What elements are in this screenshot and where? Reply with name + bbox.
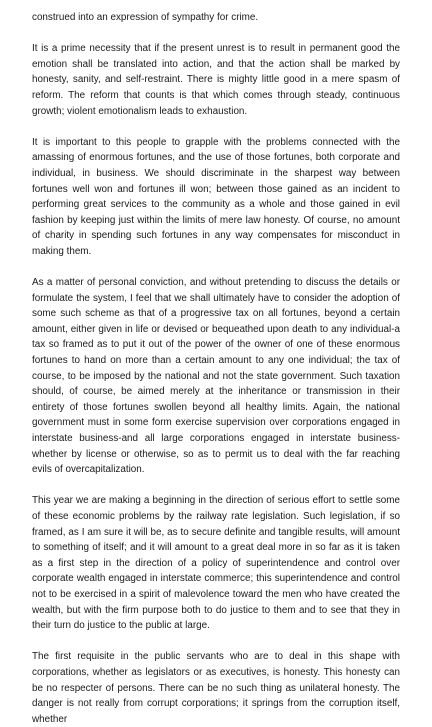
paragraph-1: construed into an expression of sympathy for crime. [32, 12, 259, 23]
paragraph-5: This year we are making a beginning in the direction of serious effort to settle some of these economic problems by the railway rate legislation. Such legislation, if so framed, as I am sure it will be, as to secure definite and tangible results, will amount to something of itself; and it will amount to a great deal more in so far as it is taken as a first step in the direction of a policy of superintendence and control over corporate wealth engaged in interstate commerce; this superintendence and control not to be exercised in a spirit of malevolence toward the men who have created the wealth, but with the firm purpose both to do justice to them and to see that they in their turn do justice to the public at large. [32, 495, 400, 632]
paragraph-2: It is a prime necessity that if the present unrest is to result in permanent good the emotion shall be translated into action, and that the action shall be marked by honesty, sanity, and self-restraint. There is mighty little good in a mere spasm of reform. The reform that counts is that which comes through steady, continuous growth; violent emotionalism leads to exhaustion. [32, 43, 400, 117]
paragraph-4: As a matter of personal conviction, and without pretending to discuss the details or formulate the system, I feel that we shall ultimately have to consider the adoption of some such scheme as that of a progressive tax on all fortunes, beyond a certain amount, either given in life or devised or bequeathed upon death to any individual-a tax so framed as to put it out of the power of the owner of one of these enormous fortunes to hand on more than a certain amount to any one individual; the tax of course, to be imposed by the national and not the state government. Such taxation should, of course, be aimed merely at the inheritance or transmission in their entirety of those fortunes swollen beyond all healthy limits. Again, the national government must in some form exercise supervision over corporations engaged in interstate business-and all large corporations engaged in interstate business-whether by license or otherwise, so as to permit us to deal with the far reaching evils of overcapitalization. [32, 277, 400, 476]
document-page [32, 10, 400, 727]
paragraph-3: It is important to this people to grapple with the problems connected with the amassing of enormous fortunes, and the use of those fortunes, both corporate and individual, in business. We should discriminate in the sharpest way between fortunes well won and fortunes ill won; between those gained as an incident to performing great services to the community as a whole and those gained in evil fashion by keeping just within the limits of mere law honesty. Of course, no amount of charity in spending such fortunes in any way compensates for misconduct in making them. [32, 136, 400, 257]
paragraph-6: The first requisite in the public servants who are to deal in this shape with corporations, whether as legislators or as executives, is honesty. This honesty can be no respecter of persons. There can be no such thing as unilateral honesty. The danger is not really from corrupt corporations; it springs from the corruption itself, whether [32, 651, 400, 725]
